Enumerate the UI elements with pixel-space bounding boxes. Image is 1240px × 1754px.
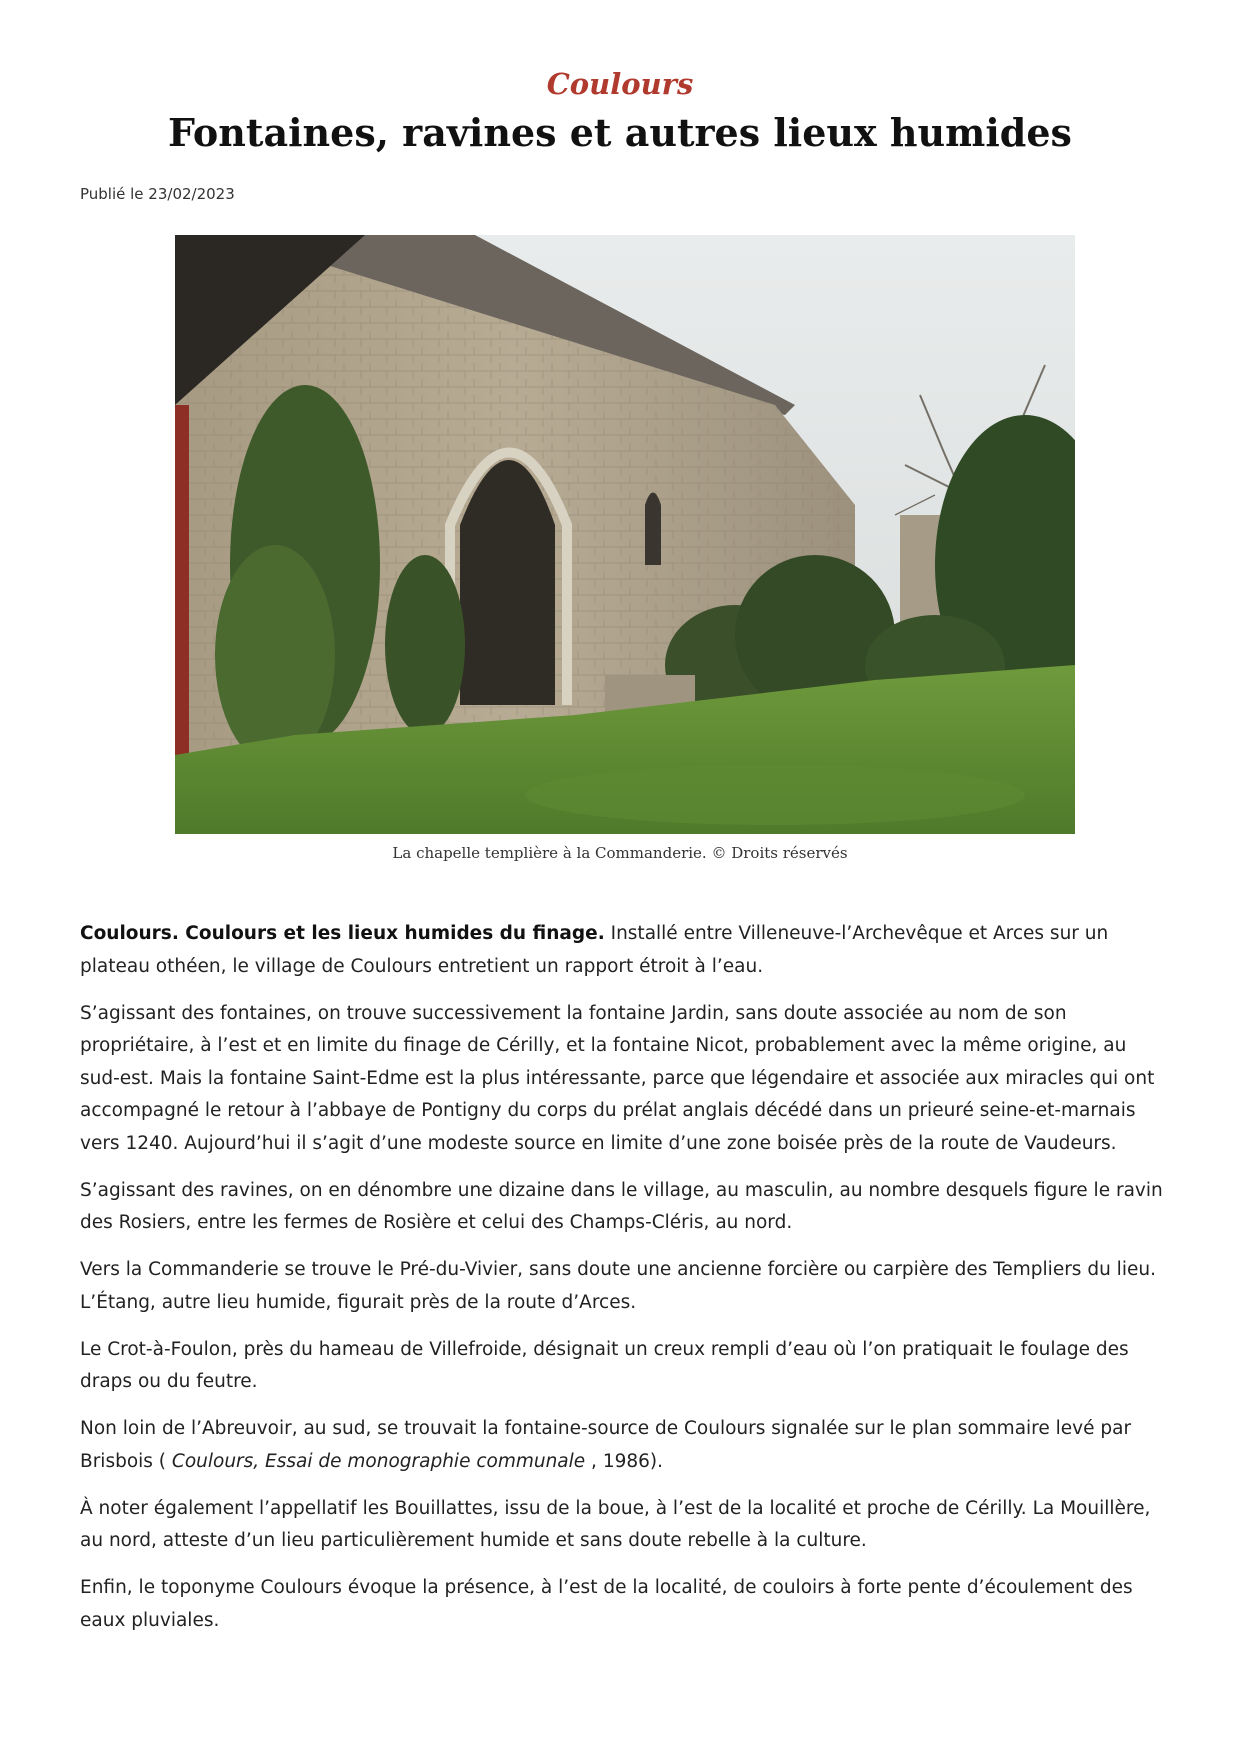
paragraph-bouillattes: À noter également l’appellatif les Bouillattes, issu de la boue, à l’est de la localité et proche de Cérilly. La Mouillère, au nord, atteste d’un lieu particulièrement humide et sans doute rebelle à la culture. xyxy=(80,1497,1151,1551)
paragraph-commanderie: Vers la Commanderie se trouve le Pré-du-Vivier, sans doute une ancienne forcière ou carpière des Templiers du lieu. L’Étang, autre lieu humide, figurait près de la route d’Arces. xyxy=(80,1259,1156,1313)
publication-date: Publié le 23/02/2023 xyxy=(80,185,235,203)
section-kicker: Coulours xyxy=(546,67,694,101)
paragraph-abreuvoir xyxy=(80,1413,1165,1478)
abreuvoir-text-after: , 1986). xyxy=(585,1450,663,1472)
paragraph-toponyme: Enfin, le toponyme Coulours évoque la présence, à l’est de la localité, de couloirs à forte pente d’écoulement des eaux pluviales. xyxy=(80,1577,1133,1631)
chapel-photo xyxy=(175,235,1075,834)
paragraph-fontaines: S’agissant des fontaines, on trouve successivement la fontaine Jardin, sans doute associée au nom de son propriétaire, à l’est et en limite du finage de Cérilly, et la fontaine Nicot, probablement avec la même origine, au sud-est. Mais la fontaine Saint-Edme est la plus intéressante, parce que légendaire et associée aux miracles qui ont accompagné le retour à l’abbaye de Pontigny du corps du prélat anglais décédé dans un prieuré seine-et-marnais vers 1240. Aujourd’hui il s’agit d’une modeste source en limite d’une zone boisée près de la route de Vaudeurs. xyxy=(80,1002,1155,1154)
article-title: Fontaines, ravines et autres lieux humides xyxy=(168,110,1072,155)
paragraph-ravines: S’agissant des ravines, on en dénombre une dizaine dans le village, au masculin, au nombre desquels figure le ravin des Rosiers, entre les fermes de Rosière et celui des Champs-Cléris, au nord. xyxy=(80,1179,1163,1233)
article-body xyxy=(80,918,1165,1652)
lead-text: Installé entre Villeneuve-l’Archevêque et Arces sur un plateau othéen, le village de Coulours entretient un rapport étroit à l’eau. xyxy=(80,923,1109,977)
abreuvoir-text-before: Non loin de l’Abreuvoir, au sud, se trouvait la fontaine-source de Coulours signalée sur le plan sommaire levé par Brisbois ( xyxy=(80,1418,1132,1472)
paragraph-crot-a-foulon: Le Crot-à-Foulon, près du hameau de Villefroide, désignait un creux rempli d’eau où l’on pratiquait le foulage des draps ou du feutre. xyxy=(80,1338,1129,1392)
lead-paragraph xyxy=(80,918,1165,983)
lead-bold: Coulours. Coulours et les lieux humides du finage. xyxy=(80,923,605,944)
book-title: Coulours, Essai de monographie communale xyxy=(171,1450,586,1472)
photo-caption: La chapelle templière à la Commanderie. © Droits réservés xyxy=(392,844,848,862)
